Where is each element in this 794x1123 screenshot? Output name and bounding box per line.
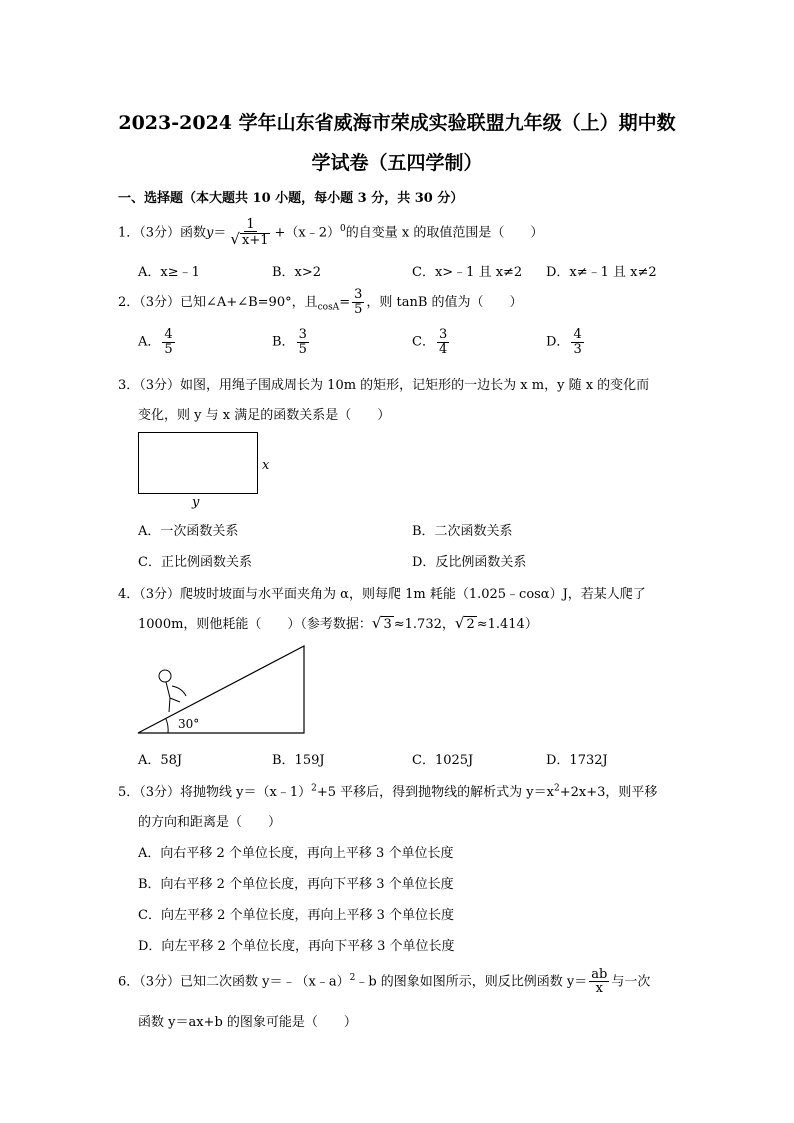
slope-triangle bbox=[138, 646, 304, 733]
q3-option-b[interactable]: B．二次函数关系 bbox=[412, 524, 513, 539]
q2-cos-label: cosA bbox=[317, 302, 340, 313]
q5-text-b: +5 平移后，得到抛物线的解析式为 y＝x bbox=[316, 785, 554, 800]
q4-text-a: 1000m，则他耗能（ ）（参考数据： bbox=[138, 617, 372, 632]
q2-frac-den: 5 bbox=[354, 302, 363, 317]
q2-option-a-num: 4 bbox=[164, 327, 173, 342]
q5-stem-line-2: 的方向和距离是（ ） bbox=[138, 815, 282, 830]
q2-text-a: 2．（3分）已知∠A+∠B=90°，且 bbox=[118, 295, 318, 310]
q2-option-a-den: 5 bbox=[164, 341, 173, 357]
q2-text-b: ，则 tanB 的值为（ ） bbox=[366, 295, 523, 310]
q5-option-c[interactable]: C．向左平移 2 个单位长度，再向上平移 3 个单位长度 bbox=[138, 908, 455, 923]
q2-option-b-num: 3 bbox=[298, 327, 307, 342]
q1-option-a[interactable]: A．x≥﹣1 bbox=[138, 265, 200, 280]
q2-option-c[interactable] bbox=[412, 328, 451, 356]
q5-option-b[interactable]: B．向右平移 2 个单位长度，再向下平移 3 个单位长度 bbox=[138, 877, 454, 892]
q4-option-a[interactable]: A．58J bbox=[138, 753, 183, 768]
q1-text-a: 1．（3分）函数 bbox=[118, 225, 207, 241]
q5-exponent-1: 2 bbox=[311, 783, 317, 794]
q6-stem-line-1 bbox=[118, 962, 650, 998]
q5-text-a: 5．（3分）将抛物线 y＝（x﹣1） bbox=[118, 785, 312, 800]
q2-frac-num: 3 bbox=[354, 287, 363, 303]
q2-option-d[interactable] bbox=[546, 328, 586, 356]
q1-text-c: 的自变量 x 的取值范围是（ ） bbox=[345, 225, 544, 241]
q5-option-a[interactable]: A．向右平移 2 个单位长度，再向上平移 3 个单位长度 bbox=[138, 846, 454, 861]
slope-figure bbox=[136, 642, 311, 736]
page-title-line-2: 学试卷（五四学制） bbox=[311, 152, 483, 174]
page-title-line-1: 2023-2024 学年山东省威海市荣成实验联盟九年级（上）期中数 bbox=[118, 112, 676, 134]
q3-option-a[interactable]: A．一次函数关系 bbox=[138, 524, 239, 539]
q5-exponent-2: 2 bbox=[553, 783, 560, 794]
person-arm bbox=[172, 686, 186, 696]
q6-text-a: 6．（3分）已知二次函数 y＝﹣（x﹣a） bbox=[118, 974, 350, 990]
q1-option-b[interactable]: B．x>2 bbox=[272, 265, 322, 280]
q4-stem-line-2 bbox=[138, 613, 538, 632]
rectangle-label-x: x bbox=[262, 458, 270, 473]
q1-frac-den-wrap bbox=[228, 232, 272, 248]
person-head bbox=[159, 670, 171, 682]
q2-option-c-den: 4 bbox=[438, 341, 448, 357]
q2-option-b-den: 5 bbox=[298, 341, 307, 357]
q3-option-d[interactable]: D．反比例函数关系 bbox=[412, 555, 527, 570]
q4-approx-1: ≈1.732， bbox=[393, 617, 455, 632]
q2-option-d-den: 3 bbox=[573, 341, 582, 357]
q3-option-c[interactable]: C．正比例函数关系 bbox=[138, 555, 252, 570]
q2-option-d-label: D． bbox=[546, 334, 570, 350]
q2-option-d-num: 4 bbox=[573, 327, 582, 342]
q4-stem-line-1: 4．（3分）爬坡时坡面与水平面夹角为 α，则每爬 1m 耗能（1.025﹣cosα）J，若某人爬了 bbox=[118, 587, 646, 602]
q6-text-c: 与一次 bbox=[611, 974, 651, 990]
q4-approx-2: ≈1.414） bbox=[476, 617, 538, 632]
q2-option-b[interactable] bbox=[272, 328, 311, 356]
q5-text-c: +2x+3，则平移 bbox=[559, 785, 658, 800]
sqrt-sign: √ bbox=[454, 614, 465, 632]
q2-option-c-label: C． bbox=[412, 334, 435, 350]
q6-fraction bbox=[589, 968, 609, 996]
section-heading: 一、选择题（本大题共 10 小题，每小题 3 分，共 30 分） bbox=[118, 191, 464, 206]
q5-option-d[interactable]: D．向左平移 2 个单位长度，再向下平移 3 个单位长度 bbox=[138, 939, 455, 954]
person-leg bbox=[169, 698, 170, 712]
rectangle-figure bbox=[138, 432, 258, 494]
q4-option-b[interactable]: B．159J bbox=[272, 753, 325, 768]
q1-text-b: +（x﹣2） bbox=[274, 225, 340, 241]
q2-option-a[interactable] bbox=[138, 328, 177, 356]
q6-text-b: ﹣b 的图象如图所示，则反比例函数 y＝ bbox=[355, 974, 588, 990]
question-2-stem: 2．（3分）已知∠A+∠B=90°，且$_{cosA}$= $\frac{3}{5}$ ，则 tanB 的值为（ ） bbox=[118, 287, 523, 317]
person-leg bbox=[170, 698, 180, 702]
q1-frac-num: 1 bbox=[246, 216, 255, 232]
q4-option-c[interactable]: C．1025J bbox=[412, 753, 474, 768]
q5-stem-line-1 bbox=[118, 781, 657, 800]
q2-option-b-label: B． bbox=[272, 334, 295, 350]
angle-label: 30° bbox=[178, 717, 200, 731]
angle-arc bbox=[166, 719, 168, 733]
q1-option-c[interactable]: C．x>﹣1 且 x≠2 bbox=[412, 265, 523, 280]
q4-sqrt3: 3 bbox=[383, 617, 392, 632]
rectangle-label-y: y bbox=[192, 495, 200, 510]
sqrt-sign: √ bbox=[371, 614, 382, 632]
q1-exponent: 0 bbox=[339, 224, 346, 234]
q2-fraction bbox=[352, 288, 364, 316]
q4-sqrt2: 2 bbox=[466, 617, 475, 632]
q2-option-a-label: A． bbox=[138, 334, 161, 350]
q1-frac-den: x+1 bbox=[241, 233, 269, 249]
q6-frac-num: ab bbox=[591, 966, 608, 982]
q1-option-d[interactable]: D．x≠﹣1 且 x≠2 bbox=[546, 265, 657, 280]
q6-stem-line-2: 函数 y＝ax+b 的图象可能是（ ） bbox=[138, 1015, 357, 1030]
person-body bbox=[166, 682, 170, 698]
q4-option-d[interactable]: D．1732J bbox=[546, 753, 608, 768]
q3-stem-line-1: 3．（3分）如图，用绳子围成周长为 10m 的矩形，记矩形的一边长为 x m，y 随 x 的变化而 bbox=[118, 378, 650, 393]
q1-fraction bbox=[228, 218, 272, 248]
q2-option-c-num: 3 bbox=[438, 327, 448, 342]
q6-exponent: 2 bbox=[349, 973, 356, 983]
q6-frac-den: x bbox=[595, 981, 603, 997]
question-1-stem: 1．（3分）函数y＝ $\frac{1}{√ x+1}$ +（x﹣2）$^0$的自变量 x 的取值范围是（ ） bbox=[118, 216, 544, 249]
q3-stem-line-2: 变化，则 y 与 x 满足的函数关系是（ ） bbox=[138, 408, 391, 423]
sqrt-sign: √ bbox=[230, 230, 240, 249]
